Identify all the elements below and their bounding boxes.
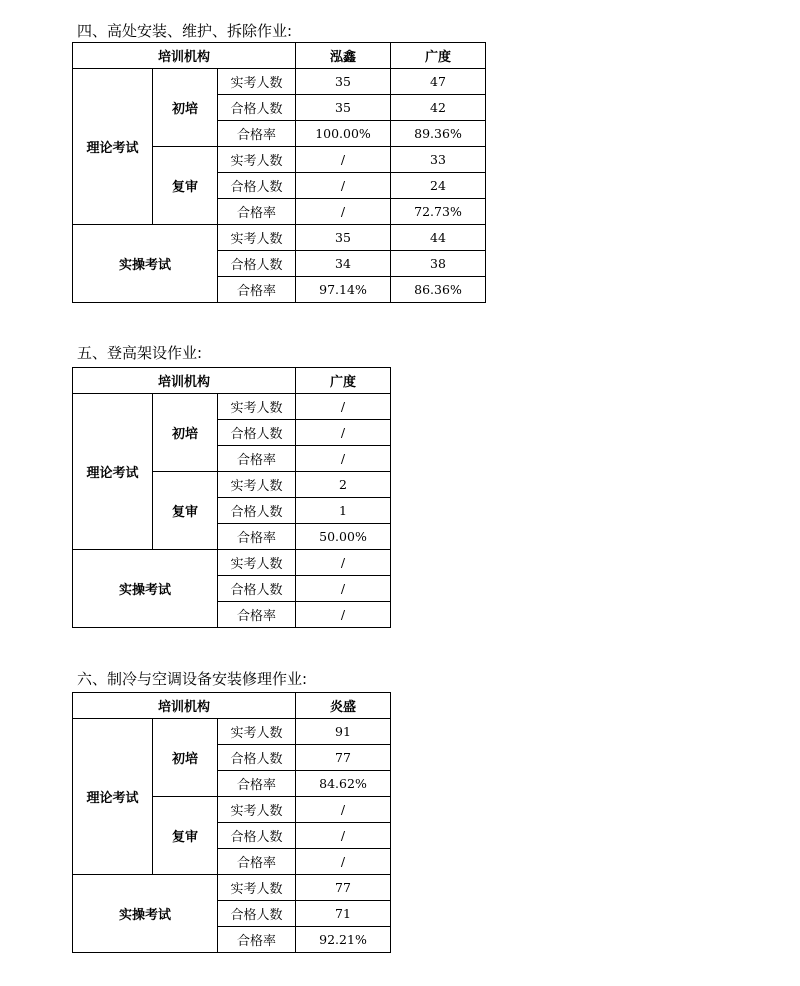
table-cell: 77 xyxy=(296,745,391,771)
initial-training-label: 初培 xyxy=(153,394,218,472)
row-label: 合格人数 xyxy=(218,173,296,199)
table-cell: / xyxy=(296,602,391,628)
row-label: 合格人数 xyxy=(218,823,296,849)
table-cell: 77 xyxy=(296,875,391,901)
theory-exam-label: 理论考试 xyxy=(73,69,153,225)
table-row xyxy=(73,875,391,901)
table-row xyxy=(73,550,391,576)
table-row xyxy=(73,69,486,95)
review-label: 复审 xyxy=(153,472,218,550)
table-cell: 72.73% xyxy=(391,199,486,225)
table-row xyxy=(73,394,391,420)
row-label: 实考人数 xyxy=(218,394,296,420)
table-cell: / xyxy=(296,147,391,173)
practical-exam-label: 实操考试 xyxy=(73,875,218,953)
table-row xyxy=(73,225,486,251)
section-4-table xyxy=(72,42,486,303)
table-row xyxy=(73,719,391,745)
practical-exam-label: 实操考试 xyxy=(73,225,218,303)
row-label: 合格人数 xyxy=(218,95,296,121)
table-cell: / xyxy=(296,446,391,472)
table-cell: 100.00% xyxy=(296,121,391,147)
table-cell: 42 xyxy=(391,95,486,121)
section-5-table xyxy=(72,367,391,628)
table-cell: 92.21% xyxy=(296,927,391,953)
table-cell: / xyxy=(296,823,391,849)
initial-training-label: 初培 xyxy=(153,69,218,147)
table-header-row xyxy=(73,368,391,394)
theory-exam-label: 理论考试 xyxy=(73,394,153,550)
header-label: 培训机构 xyxy=(73,43,296,69)
table-cell: 1 xyxy=(296,498,391,524)
row-label: 实考人数 xyxy=(218,472,296,498)
org-header: 炎盛 xyxy=(296,693,391,719)
row-label: 合格率 xyxy=(218,927,296,953)
section-5-title: 五、登高架设作业: xyxy=(77,344,203,362)
table-cell: / xyxy=(296,420,391,446)
org-header: 广度 xyxy=(391,43,486,69)
table-cell: 50.00% xyxy=(296,524,391,550)
table-header-row xyxy=(73,43,486,69)
table-cell: 44 xyxy=(391,225,486,251)
section-6-title: 六、制冷与空调设备安装修理作业: xyxy=(77,670,308,688)
table-cell: 35 xyxy=(296,95,391,121)
row-label: 合格率 xyxy=(218,771,296,797)
table-cell: / xyxy=(296,199,391,225)
table-cell: / xyxy=(296,849,391,875)
section-6-table xyxy=(72,692,391,953)
table-cell: / xyxy=(296,550,391,576)
row-label: 合格人数 xyxy=(218,576,296,602)
table-cell: 84.62% xyxy=(296,771,391,797)
section-4-title: 四、高处安装、维护、拆除作业: xyxy=(77,22,293,40)
table-cell: / xyxy=(296,394,391,420)
table-cell: 89.36% xyxy=(391,121,486,147)
table-cell: 38 xyxy=(391,251,486,277)
table-cell: 91 xyxy=(296,719,391,745)
table-cell: 47 xyxy=(391,69,486,95)
row-label: 合格率 xyxy=(218,602,296,628)
row-label: 实考人数 xyxy=(218,875,296,901)
row-label: 合格人数 xyxy=(218,901,296,927)
initial-training-label: 初培 xyxy=(153,719,218,797)
row-label: 实考人数 xyxy=(218,225,296,251)
header-label: 培训机构 xyxy=(73,368,296,394)
table-cell: 33 xyxy=(391,147,486,173)
table-cell: 35 xyxy=(296,225,391,251)
row-label: 实考人数 xyxy=(218,550,296,576)
table-cell: 34 xyxy=(296,251,391,277)
row-label: 合格率 xyxy=(218,277,296,303)
practical-exam-label: 实操考试 xyxy=(73,550,218,628)
header-label: 培训机构 xyxy=(73,693,296,719)
table-cell: 35 xyxy=(296,69,391,95)
org-header: 泓鑫 xyxy=(296,43,391,69)
table-header-row xyxy=(73,693,391,719)
table-cell: / xyxy=(296,797,391,823)
row-label: 合格人数 xyxy=(218,251,296,277)
table-cell: 86.36% xyxy=(391,277,486,303)
row-label: 合格人数 xyxy=(218,498,296,524)
review-label: 复审 xyxy=(153,147,218,225)
row-label: 合格人数 xyxy=(218,745,296,771)
theory-exam-label: 理论考试 xyxy=(73,719,153,875)
row-label: 合格率 xyxy=(218,446,296,472)
row-label: 实考人数 xyxy=(218,797,296,823)
row-label: 合格率 xyxy=(218,199,296,225)
table-cell: 24 xyxy=(391,173,486,199)
row-label: 合格率 xyxy=(218,524,296,550)
org-header: 广度 xyxy=(296,368,391,394)
table-cell: 2 xyxy=(296,472,391,498)
row-label: 合格率 xyxy=(218,121,296,147)
table-cell: / xyxy=(296,173,391,199)
table-cell: 97.14% xyxy=(296,277,391,303)
row-label: 合格率 xyxy=(218,849,296,875)
table-cell: 71 xyxy=(296,901,391,927)
row-label: 实考人数 xyxy=(218,69,296,95)
row-label: 实考人数 xyxy=(218,719,296,745)
row-label: 实考人数 xyxy=(218,147,296,173)
row-label: 合格人数 xyxy=(218,420,296,446)
table-cell: / xyxy=(296,576,391,602)
review-label: 复审 xyxy=(153,797,218,875)
